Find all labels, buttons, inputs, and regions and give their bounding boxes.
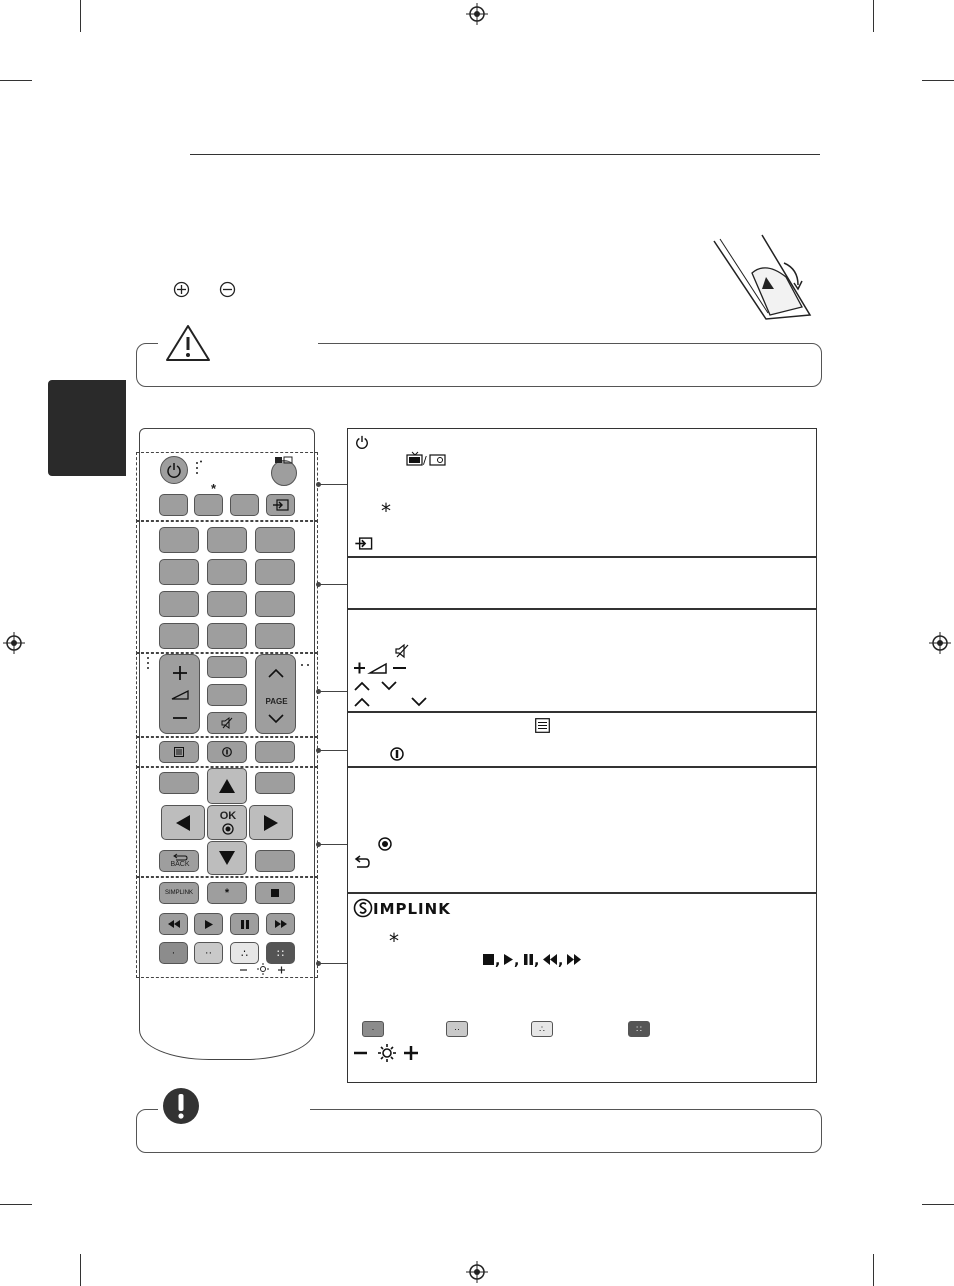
nav-down-button[interactable] bbox=[207, 841, 247, 875]
guide-button[interactable] bbox=[207, 656, 247, 678]
back-label: BACK bbox=[170, 861, 190, 868]
two-dot-icon: ·· bbox=[204, 947, 213, 959]
yellow-key-legend bbox=[531, 1021, 553, 1037]
callout-dot bbox=[316, 842, 321, 847]
star-icon: * bbox=[224, 887, 230, 899]
chevron-up-icon bbox=[354, 697, 370, 707]
input-button[interactable] bbox=[266, 494, 295, 516]
fast-forward-icon bbox=[267, 914, 294, 934]
stop-button[interactable] bbox=[255, 882, 295, 904]
input-icon bbox=[355, 537, 373, 550]
simplink-logo bbox=[353, 898, 451, 918]
info-icon bbox=[208, 742, 246, 762]
text-button[interactable] bbox=[159, 741, 199, 763]
crop-mark bbox=[873, 0, 874, 32]
four-dot-icon: ∷ bbox=[636, 1023, 642, 1034]
info-icon bbox=[390, 747, 404, 761]
green-key[interactable] bbox=[194, 942, 223, 964]
indicator-dots bbox=[195, 460, 203, 476]
caution-box bbox=[136, 343, 822, 387]
play-button[interactable] bbox=[194, 913, 223, 935]
header-rule bbox=[190, 154, 820, 155]
ok-button[interactable] bbox=[207, 805, 247, 840]
one-dot-icon: · bbox=[371, 1024, 375, 1034]
crop-mark bbox=[80, 0, 81, 32]
svg-text:IMPLINK: IMPLINK bbox=[373, 900, 451, 918]
registration-mark-icon bbox=[466, 3, 488, 25]
registration-mark-icon bbox=[3, 632, 25, 654]
exit-button[interactable] bbox=[255, 850, 295, 872]
red-key-legend bbox=[362, 1021, 384, 1037]
chevron-up-icon bbox=[354, 681, 370, 691]
crop-mark bbox=[873, 1254, 874, 1286]
nav-up-button[interactable] bbox=[207, 768, 247, 804]
blue-key[interactable] bbox=[266, 942, 295, 964]
crop-mark bbox=[922, 1204, 954, 1205]
right-arrow-icon bbox=[250, 806, 292, 839]
svg-text:/: / bbox=[423, 454, 427, 467]
number-key[interactable] bbox=[255, 527, 295, 553]
four-dot-icon: ∷ bbox=[277, 947, 284, 960]
mute-icon bbox=[395, 644, 409, 658]
chevron-down-icon bbox=[411, 697, 427, 707]
callout-line bbox=[318, 691, 348, 692]
yellow-key[interactable] bbox=[230, 942, 259, 964]
three-dot-icon: ∴ bbox=[539, 1023, 545, 1034]
callout-line bbox=[318, 584, 348, 585]
rewind-icon bbox=[160, 914, 187, 934]
tv-radio-icon bbox=[275, 451, 293, 459]
text-icon bbox=[535, 718, 550, 733]
number-key[interactable] bbox=[159, 527, 199, 553]
note-icon bbox=[162, 1087, 200, 1125]
volume-icon bbox=[160, 655, 201, 735]
callout-dot bbox=[316, 582, 321, 587]
green-key-legend bbox=[446, 1021, 468, 1037]
crop-mark bbox=[0, 80, 32, 81]
text-icon bbox=[160, 742, 198, 762]
panel-divider bbox=[348, 556, 816, 558]
pause-icon bbox=[231, 914, 258, 934]
simplink-button[interactable] bbox=[159, 882, 199, 904]
number-key[interactable] bbox=[207, 527, 247, 553]
page-label: PAGE bbox=[265, 697, 288, 706]
panel-divider bbox=[348, 711, 816, 713]
callout-dot bbox=[316, 961, 321, 966]
ok-dot-icon bbox=[222, 823, 234, 835]
three-dot-icon: ∴ bbox=[241, 947, 248, 960]
nav-left-button[interactable] bbox=[161, 805, 205, 840]
ok-label: OK bbox=[219, 810, 237, 822]
red-key[interactable] bbox=[159, 942, 188, 964]
backlight-icon bbox=[238, 963, 288, 975]
callout-dot bbox=[316, 748, 321, 753]
callout-line bbox=[318, 750, 348, 751]
back-icon bbox=[354, 856, 370, 868]
number-key[interactable] bbox=[255, 559, 295, 585]
page-chevrons bbox=[256, 655, 297, 735]
callout-line bbox=[318, 844, 348, 845]
comma: , bbox=[495, 953, 501, 969]
input-icon bbox=[267, 495, 294, 515]
crop-mark bbox=[0, 1204, 32, 1205]
page-rocker[interactable] bbox=[255, 654, 296, 734]
number-key[interactable] bbox=[207, 559, 247, 585]
comma: , bbox=[514, 953, 520, 969]
callout-dot bbox=[316, 689, 321, 694]
play-icon bbox=[195, 914, 222, 934]
warning-icon bbox=[164, 323, 212, 363]
pause-icon bbox=[524, 954, 533, 965]
panel-divider bbox=[348, 766, 816, 768]
star-button[interactable] bbox=[194, 494, 223, 516]
panel-divider bbox=[348, 892, 816, 894]
comma: , bbox=[558, 953, 564, 969]
chevron-down-icon bbox=[381, 681, 397, 691]
registration-mark-icon bbox=[929, 632, 951, 654]
callout-dot bbox=[316, 482, 321, 487]
number-key[interactable] bbox=[255, 623, 295, 649]
indicator-dots bbox=[146, 656, 152, 672]
nav-right-button[interactable] bbox=[249, 805, 293, 840]
crop-mark bbox=[80, 1254, 81, 1286]
number-key[interactable] bbox=[207, 623, 247, 649]
power-icon bbox=[161, 457, 187, 483]
number-key[interactable] bbox=[159, 591, 199, 617]
blue-key-legend bbox=[628, 1021, 650, 1037]
volume-icon bbox=[354, 661, 408, 675]
star-icon: * bbox=[211, 481, 217, 496]
panel-divider bbox=[348, 608, 816, 610]
star-playback-button[interactable] bbox=[207, 882, 247, 904]
plus-circle-icon bbox=[173, 281, 190, 298]
star-icon: * bbox=[381, 499, 391, 523]
indicator-dots bbox=[300, 656, 312, 662]
energy-saving-button[interactable] bbox=[230, 494, 259, 516]
minus-circle-icon bbox=[219, 281, 236, 298]
down-arrow-icon bbox=[208, 842, 246, 874]
back-icon bbox=[172, 853, 188, 861]
power-icon bbox=[355, 435, 369, 449]
stop-icon bbox=[256, 883, 294, 903]
one-dot-icon: · bbox=[171, 947, 176, 959]
play-icon bbox=[504, 954, 513, 965]
fast-forward-button[interactable] bbox=[266, 913, 295, 935]
tv-radio-icon bbox=[406, 452, 446, 466]
fav-button[interactable] bbox=[207, 684, 247, 706]
fast-forward-icon bbox=[567, 954, 581, 965]
info-button[interactable] bbox=[207, 741, 247, 763]
up-arrow-icon bbox=[208, 769, 246, 803]
language-tab bbox=[48, 380, 126, 476]
number-key[interactable] bbox=[159, 623, 199, 649]
backlight-icon bbox=[354, 1043, 420, 1063]
mute-icon bbox=[208, 713, 246, 733]
power-button[interactable] bbox=[160, 456, 188, 484]
note-box bbox=[136, 1109, 822, 1153]
rewind-button[interactable] bbox=[159, 913, 188, 935]
star-icon: * bbox=[389, 929, 399, 953]
number-key[interactable] bbox=[159, 559, 199, 585]
left-arrow-icon bbox=[162, 806, 204, 839]
pause-button[interactable] bbox=[230, 913, 259, 935]
ok-dot-icon bbox=[378, 837, 392, 851]
rewind-icon bbox=[543, 954, 557, 965]
callout-line bbox=[318, 963, 348, 964]
number-key[interactable] bbox=[255, 591, 295, 617]
back-button[interactable] bbox=[159, 850, 199, 872]
comma: , bbox=[534, 953, 540, 969]
av-mode-button[interactable] bbox=[159, 494, 188, 516]
simplink-label: SIMPLINK bbox=[164, 890, 193, 896]
two-dot-icon: ·· bbox=[454, 1024, 460, 1034]
stop-icon bbox=[483, 954, 494, 965]
mute-button[interactable] bbox=[207, 712, 247, 734]
settings-button[interactable] bbox=[255, 741, 295, 763]
registration-mark-icon bbox=[466, 1261, 488, 1283]
number-key[interactable] bbox=[207, 591, 247, 617]
crop-mark bbox=[922, 80, 954, 81]
volume-rocker[interactable] bbox=[159, 654, 200, 734]
description-panel bbox=[347, 428, 817, 1083]
remote-battery-illustration bbox=[706, 233, 818, 323]
callout-line bbox=[318, 484, 348, 485]
